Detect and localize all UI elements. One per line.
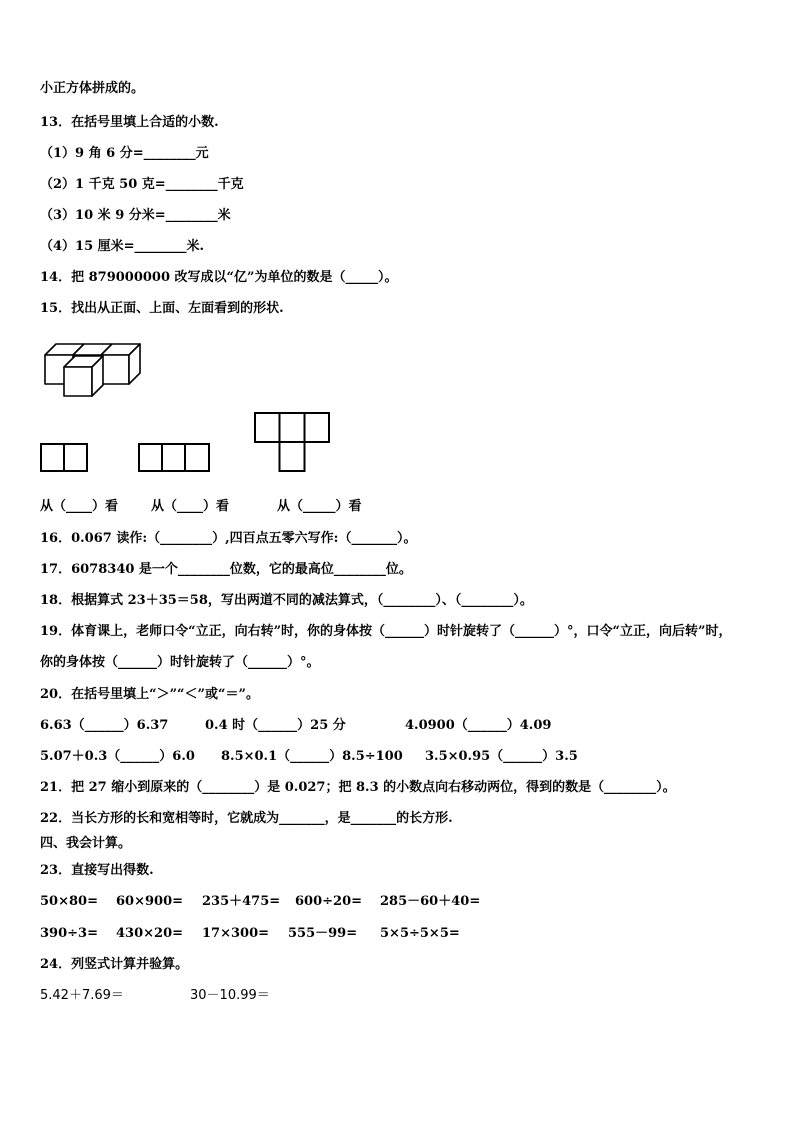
question-19-line-2: 你的身体按（______）时针旋转了（______）°。	[40, 655, 320, 670]
question-13-3: （3）10 米 9 分米=________米	[40, 208, 231, 223]
question-17: 17．6078340 是一个________位数，它的最高位________位。	[40, 562, 412, 577]
compare-item: 4.0900（______）4.09	[405, 718, 552, 733]
compare-item: 8.5×0.1（______）8.5÷100	[221, 749, 403, 764]
view-label-3: 从（_____）看	[277, 499, 362, 514]
cube-stack-figure	[44, 343, 144, 399]
text-line: 小正方体拼成的。	[40, 81, 145, 96]
compare-item: 3.5×0.95（______）3.5	[425, 749, 578, 764]
view-label-2: 从（____）看	[151, 499, 230, 514]
calc-item: 555－99=	[288, 926, 358, 941]
question-20: 20．在括号里填上“＞”“＜”或“＝”。	[40, 687, 259, 702]
question-13-1: （1）9 角 6 分=________元	[40, 146, 209, 161]
question-13-4: （4）15 厘米=________米.	[40, 239, 205, 254]
question-18: 18．根据算式 23＋35＝58，写出两道不同的减法算式，（________）、（________）。	[40, 593, 533, 608]
question-23: 23．直接写出得数.	[40, 863, 154, 878]
vertical-calc-item: 30－10.99＝	[190, 988, 270, 1003]
calc-item: 600÷20=	[295, 894, 363, 909]
view-shape-1	[40, 443, 88, 472]
question-22: 22．当长方形的长和宽相等时，它就成为_______，是_______的长方形.	[40, 811, 453, 826]
question-15: 15．找出从正面、上面、左面看到的形状.	[40, 301, 284, 316]
calc-item: 50×80=	[40, 894, 98, 909]
view-label-1: 从（____）看	[40, 499, 119, 514]
view-shape-3	[254, 412, 330, 472]
calc-item: 5×5÷5×5=	[380, 926, 460, 941]
calc-item: 17×300=	[202, 926, 270, 941]
compare-item: 0.4 时（______）25 分	[205, 718, 346, 733]
calc-item: 285－60＋40=	[380, 894, 481, 909]
view-shape-2	[138, 443, 210, 472]
question-24: 24．列竖式计算并验算。	[40, 957, 189, 972]
compare-item: 6.63（______）6.37	[40, 718, 169, 733]
question-13-2: （2）1 千克 50 克=________千克	[40, 177, 244, 192]
calc-item: 235＋475=	[202, 894, 281, 909]
vertical-calc-item: 5.42＋7.69＝	[40, 988, 124, 1003]
question-16: 16．0.067 读作:（________）,四百点五零六写作:（_______）。	[40, 531, 417, 546]
question-13: 13．在括号里填上合适的小数.	[40, 115, 219, 130]
section-heading: 四、我会计算。	[40, 836, 132, 851]
calc-item: 430×20=	[116, 926, 184, 941]
question-14: 14．把 879000000 改写成以“亿”为单位的数是（_____）。	[40, 270, 398, 285]
question-19-line-1: 19．体育课上，老师口令“立正，向右转”时，你的身体按（______）时针旋转了（______）°，口令“立正，向后转”时，	[40, 624, 732, 639]
calc-item: 60×900=	[116, 894, 184, 909]
calc-item: 390÷3=	[40, 926, 98, 941]
compare-item: 5.07＋0.3（______）6.0	[40, 749, 195, 764]
question-21: 21．把 27 缩小到原来的（________）是 0.027；把 8.3 的小数点向右移动两位，得到的数是（________）。	[40, 780, 676, 795]
